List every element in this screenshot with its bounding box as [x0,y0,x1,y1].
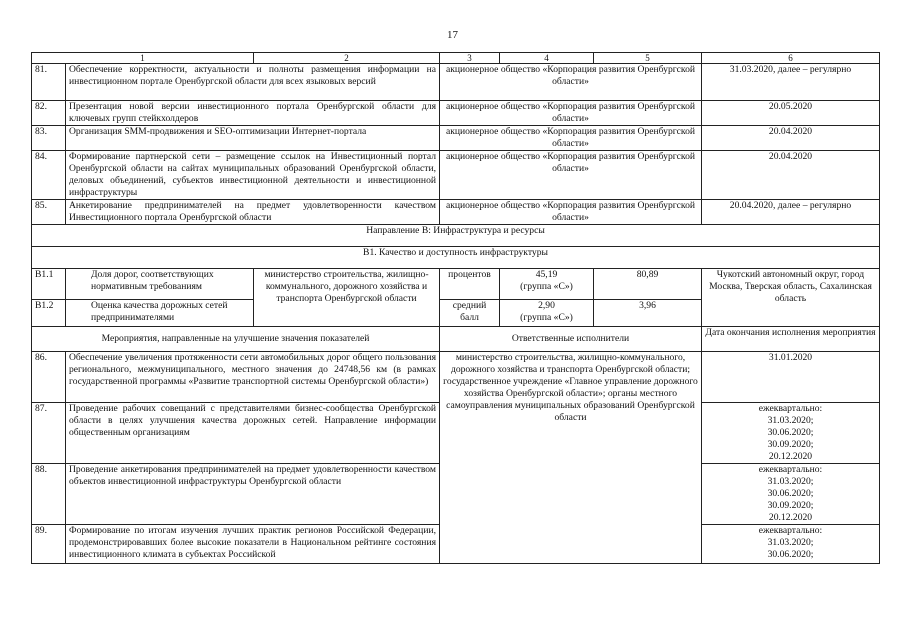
plan-table [31,52,880,564]
deadline: 20.05.2020 [702,101,880,126]
column-header: 2 [254,53,440,64]
measure-text: Формирование партнерской сети – размещение ссылок на Инвестиционный портал Оренбургской области на сайтах муниципальных образований Оренбургской области, деловых объединений, субъектов инвестиционной деятельности и инвестиционной инфраструктуры [66,151,440,200]
deadline-line: 30.06.2020; [767,488,814,499]
direction-row [32,225,880,247]
deadline-line: 30.09.2020; [767,439,814,450]
deadline-line: 31.03.2020; [767,476,814,487]
executor: акционерное общество «Корпорация развития Оренбургской области» [440,101,702,126]
indicator-responsible: министерство строительства, жилищно-коммунального, дорожного хозяйства и транспорта Оренбургской области [254,269,440,327]
table-row [32,151,880,200]
column-header: 5 [594,53,702,64]
deadline-line: ежеквартально: [758,525,823,536]
measures-header: Мероприятия, направленные на улучшение значения показателей [32,327,440,352]
deadline: 31.03.2020, далее – регулярно [702,64,880,101]
row-number: 89. [32,525,66,564]
deadline [702,352,880,403]
indicator-code: В1.1 [32,269,66,300]
executor: акционерное общество «Корпорация развития Оренбургской области» [440,200,702,225]
column-header: 3 [440,53,500,64]
deadline-line: 30.09.2020; [767,500,814,511]
subsection-row [32,247,880,269]
row-number: 86. [32,352,66,403]
measures-header-row [32,327,880,352]
deadline-line: 31.01.2020 [768,352,813,363]
indicator-target: 80,89 [594,269,702,300]
deadline [702,525,880,564]
deadline-line: 31.03.2020; [767,537,814,548]
column-number-row [32,53,880,64]
deadline-line: 20.12.2020 [768,512,813,523]
table-row [32,101,880,126]
deadline: 20.04.2020, далее – регулярно [702,200,880,225]
deadline-line: ежеквартально: [758,464,823,475]
direction-title: Направление В: Инфраструктура и ресурсы [32,225,880,247]
measure-text: Проведение рабочих совещаний с представителями бизнес-сообщества Оренбургской области в целях улучшения качества дорожных сетей. Направление информации общественным организациям [66,403,440,464]
table-row [32,352,880,403]
page-number: 17 [447,29,458,41]
row-number: 83. [32,126,66,151]
indicator-value-number: 2,90 [538,300,555,311]
deadline-line: 20.12.2020 [768,451,813,462]
column-header: 1 [32,53,254,64]
deadline: 20.04.2020 [702,151,880,200]
column-header: 6 [702,53,880,64]
indicator-value-group: (группа «С») [520,312,573,323]
indicator-code: В1.2 [32,300,66,327]
deadline-line: ежеквартально: [758,403,823,414]
deadline [702,403,880,464]
subsection-title: В1. Качество и доступность инфраструктуры [32,247,880,269]
indicator-value [500,269,594,300]
executors-header: Ответственные исполнители [440,327,702,352]
measure-text: Обеспечение увеличения протяженности сети автомобильных дорог общего пользования регионального, межмуниципального, местного значения до 24748,56 км (в рамках государственной программы «Развитие транспортной системы Оренбургской области») [66,352,440,403]
row-number: 87. [32,403,66,464]
executor: акционерное общество «Корпорация развития Оренбургской области» [440,126,702,151]
indicator-value [500,300,594,327]
indicator-value-group: (группа «С») [520,281,573,292]
deadline-line: 31.03.2020; [767,415,814,426]
measure-text: Формирование по итогам изучения лучших практик регионов Российской Федерации, продемонстрировавших более высокие показатели в Национальном рейтинге состояния инвестиционного климата в субъектах Российской [66,525,440,564]
deadline [702,464,880,525]
deadline: 20.04.2020 [702,126,880,151]
indicator-row [32,269,880,300]
indicator-unit: процентов [440,269,500,300]
row-number: 84. [32,151,66,200]
indicator-leaders: Чукотский автономный округ, город Москва, Тверская область, Сахалинская область [702,269,880,327]
table-row [32,126,880,151]
deadline-line: 30.06.2020; [767,549,814,560]
row-number: 85. [32,200,66,225]
measure-text: Проведение анкетирования предпринимателей на предмет удовлетворенности качеством объектов инвестиционной инфраструктуры Оренбургской области [66,464,440,525]
executor: акционерное общество «Корпорация развития Оренбургской области» [440,64,702,101]
table-row [32,64,880,101]
deadline-line: 30.06.2020; [767,427,814,438]
measure-text: Организация SMM-продвижения и SEO-оптимизации Интернет-портала [66,126,440,151]
indicator-target: 3,96 [594,300,702,327]
measure-text: Обеспечение корректности, актуальности и полноты размещения информации на инвестиционном портале Оренбургской области для всех языковых версий [66,64,440,101]
measure-text: Анкетирование предпринимателей на предмет удовлетворенности качеством Инвестиционного портала Оренбургской области [66,200,440,225]
measures-executors: министерство строительства, жилищно-коммунального, дорожного хозяйства и транспорта Оренбургской области; государственное учреждение «Главное управление дорожного хозяйства Оренбургской области»; органы местного самоуправления муниципальных образований Оренбургской области [440,352,702,564]
indicator-name: Оценка качества дорожных сетей предпринимателями [66,300,254,327]
row-number: 82. [32,101,66,126]
indicator-value-number: 45,19 [535,269,558,280]
row-number: 81. [32,64,66,101]
table-row [32,200,880,225]
indicator-name: Доля дорог, соответствующих нормативным требованиям [66,269,254,300]
executor: акционерное общество «Корпорация развития Оренбургской области» [440,151,702,200]
column-header: 4 [500,53,594,64]
indicator-unit: средний балл [440,300,500,327]
row-number: 88. [32,464,66,525]
deadline-header: Дата окончания исполнения мероприятия [702,327,880,352]
measure-text: Презентация новой версии инвестиционного портала Оренбургской области для ключевых групп стейкхолдеров [66,101,440,126]
